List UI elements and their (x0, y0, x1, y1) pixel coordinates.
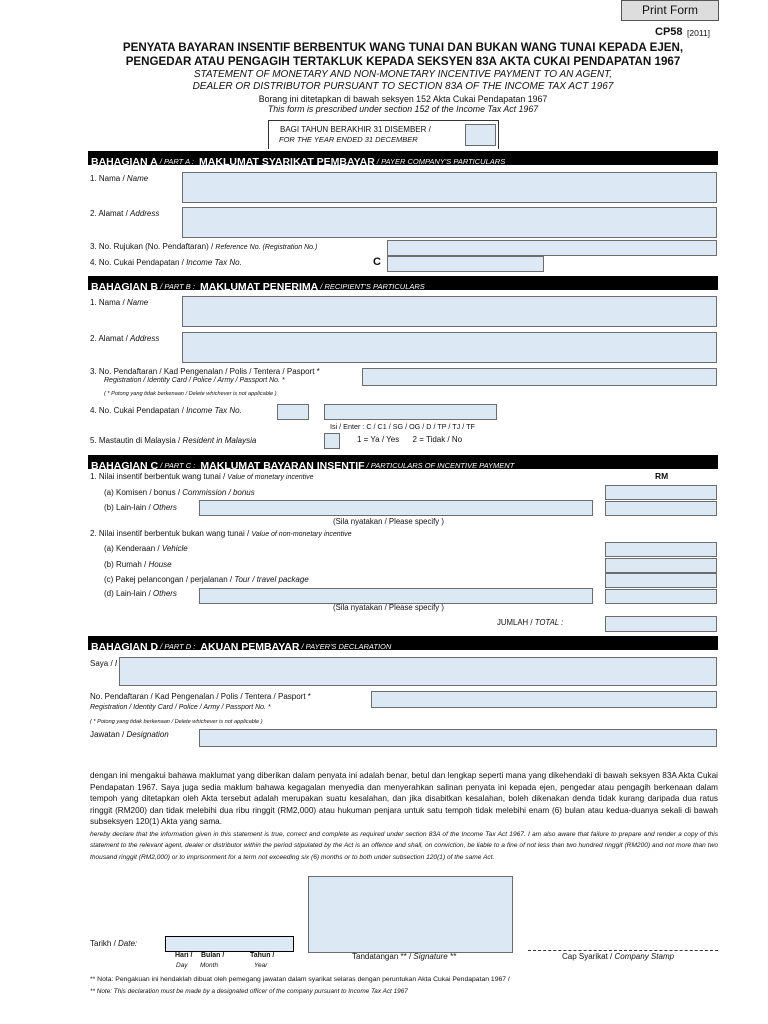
form-code: CP58 (655, 26, 683, 38)
saya-label: Saya / I (90, 659, 118, 668)
print-form-button[interactable]: Print Form (621, 0, 719, 21)
c-prefix: C (373, 256, 381, 268)
resident-field[interactable] (324, 433, 340, 449)
recipient-name-label: 1. Nama / Name (90, 298, 149, 307)
recipient-address-label: 2. Alamat / Address (90, 334, 160, 343)
date-label: Tarikh / Date: (90, 939, 138, 948)
payer-name-label: 1. Nama / Name (90, 174, 149, 183)
recipient-name-field[interactable] (182, 296, 717, 327)
title-en-2: DEALER OR DISTRIBUTOR PURSUANT TO SECTION 83A OF THE INCOME TAX ACT 1967 (192, 81, 614, 92)
house-label: (b) Rumah / House (104, 560, 172, 569)
signature-label: Tandatangan ** / Signature ** (352, 952, 457, 961)
declaration-ms: dengan ini mengakui bahawa maklumat yang diberikan dalam penyata ini adalah benar, betul dan lengkap seperti mana yang dikehendaki di bawah seksyen 83A Akta Cukai Pendapatan 1967. Saya juga sedia maklum bahawa kegagalan menyedia dan menyerahkan salinan penyata ini kepada ejen, pengedar atau pengagih berkenaan dalam tempoh yang ditetapkan oleh Akta tersebut adalah merupakan suatu kesalahan, dan jika disabitkan kesalahan, boleh dikenakan denda tidak kurang daripada dua ratus ringgit (RM200) dan tidak melebihi dua ribu ringgit (RM2,000) atau hukuman penjara untuk satu tempoh tidak melebihi enam (6) bulan atau kedua-duanya sekali di bawah subseksyen 120(1) Akta yang sama. (90, 771, 718, 827)
form-year: [2011] (687, 28, 711, 38)
year-label-en: FOR THE YEAR ENDED 31 DECEMBER (279, 135, 418, 144)
tax-code-options: Isi / Enter : C / C1 / SG / OG / D / TP / TJ / TF (330, 422, 475, 431)
total-amount-field[interactable] (605, 616, 717, 632)
payer-reference-label: 3. No. Rujukan (No. Pendaftaran) / Reference No. (Registration No.) (90, 242, 318, 251)
payer-address-label: 2. Alamat / Address (90, 209, 160, 218)
month-label-en: Month (200, 962, 219, 969)
other-noncash-description-field[interactable] (199, 588, 593, 604)
declarant-id-field[interactable] (371, 691, 717, 708)
recipient-delete-note: ( * Potong yang tidak berkenaan / Delete whichever is not applicable ) (104, 391, 277, 397)
cash-incentive-label: 1. Nilai insentif berbentuk wang tunai / Value of monetary incentive (90, 472, 314, 481)
declarant-delete-note: ( * Potong yang tidak berkenaan / Delete whichever is not applicable ) (90, 719, 263, 725)
declaration-en: hereby declare that the information given in this statement is true, correct and complete as required under section 83A of the Income Tax Act 1967. I am also aware that failure to prepare and render a copy of this statement to the relevant agent, dealer or distributor within the period stipulated by the Act is an offence and shall, on conviction, be liable to a fine of not less than two hundred ringgit (RM200) and not more than two thousand ringgit (RM2,000) or to imprisonment for a term not exceeding six (6) months or to both under subsection 120(1) of the same Act. (90, 831, 718, 861)
part-d-header: BAHAGIAN D / PART D : AKUAN PEMBAYAR / PAYER'S DECLARATION (88, 636, 718, 650)
note-ms: ** Nota: Pengakuan ini hendaklah dibuat oleh pemegang jawatan dalam syarikat selaras dengan peruntukan Akta Cukai Pendapatan 1967 / (90, 976, 510, 983)
other-cash-label: (b) Lain-lain / Others (104, 503, 177, 512)
other-cash-description-field[interactable] (199, 500, 593, 516)
part-b-header: BAHAGIAN B / PART B : MAKLUMAT PENERIMA / RECIPIENT'S PARTICULARS (88, 276, 718, 290)
recipient-id-label-en: Registration / Identity Card / Police / Army / Passport No. * (104, 377, 285, 384)
designation-field[interactable] (199, 729, 717, 747)
specify-note-1: (Sila nyatakan / Please specify ) (333, 517, 444, 526)
year-label-en: Year (254, 962, 268, 969)
vehicle-amount-field[interactable] (605, 542, 717, 557)
vehicle-label: (a) Kenderaan / Vehicle (104, 544, 188, 553)
other-cash-amount-field[interactable] (605, 501, 717, 516)
declarant-name-field[interactable] (119, 657, 717, 686)
rm-heading: RM (655, 471, 669, 481)
recipient-tax-label: 4. No. Cukai Pendapatan / Income Tax No. (90, 406, 242, 415)
stamp-line (528, 950, 718, 951)
note-en: ** Note: This declaration must be made by a designated officer of the company pursuant to Income Tax Act 1967 (90, 988, 408, 995)
other-noncash-label: (d) Lain-lain / Others (104, 589, 177, 598)
resident-label: 5. Mastautin di Malaysia / Resident in Malaysia (90, 436, 257, 445)
designation-label: Jawatan / Designation (90, 730, 169, 739)
payer-reference-field[interactable] (387, 240, 717, 256)
prescribed-en: This form is prescribed under section 152 of the Income Tax Act 1967 (267, 104, 539, 114)
declarant-id-label-en: Registration / Identity Card / Police / Army / Passport No. * (90, 704, 271, 711)
payer-tax-label: 4. No. Cukai Pendapatan / Income Tax No. (90, 258, 242, 267)
specify-note-2: (Sila nyatakan / Please specify ) (333, 603, 444, 612)
recipient-id-field[interactable] (362, 368, 717, 386)
day-label-en: Day (176, 962, 188, 969)
payer-name-field[interactable] (182, 172, 717, 203)
other-noncash-amount-field[interactable] (605, 589, 717, 604)
day-label: Hari / (175, 952, 193, 959)
recipient-tax-code-field[interactable] (277, 404, 309, 420)
year-label: Tahun / (250, 952, 275, 959)
noncash-incentive-label: 2. Nilai insentif berbentuk bukan wang tunai / Value of non-monetary incentive (90, 529, 352, 538)
year-label-ms: BAGI TAHUN BERAKHIR 31 DISEMBER / (280, 125, 431, 134)
part-c-header: BAHAGIAN C / PART C : MAKLUMAT BAYARAN INSENTIF / PARTICULARS OF INCENTIVE PAYMENT (88, 455, 718, 469)
tour-amount-field[interactable] (605, 573, 717, 588)
part-a-header: BAHAGIAN A / PART A : MAKLUMAT SYARIKAT PEMBAYAR / PAYER COMPANY'S PARTICULARS (88, 151, 718, 165)
total-label: JUMLAH / TOTAL : (497, 618, 564, 627)
title-ms-1: PENYATA BAYARAN INSENTIF BERBENTUK WANG TUNAI DAN BUKAN WANG TUNAI KEPADA EJEN, (122, 41, 684, 54)
tour-label: (c) Pakej pelancongan / perjalanan / Tour / travel package (104, 575, 309, 584)
signature-field[interactable] (308, 876, 513, 953)
recipient-tax-number-field[interactable] (324, 404, 497, 420)
stamp-label: Cap Syarikat / Company Stamp (562, 952, 675, 961)
prescribed-ms: Borang ini ditetapkan di bawah seksyen 152 Akta Cukai Pendapatan 1967 (258, 94, 548, 104)
recipient-id-label: 3. No. Pendaftaran / Kad Pengenalan / Polis / Tentera / Pasport * (90, 367, 320, 376)
title-en-1: STATEMENT OF MONETARY AND NON-MONETARY INCENTIVE PAYMENT TO AN AGENT, (193, 69, 613, 80)
year-ended-field[interactable] (465, 124, 496, 146)
resident-options: 1 = Ya / Yes 2 = Tidak / No (357, 435, 463, 444)
declarant-id-label: No. Pendaftaran / Kad Pengenalan / Polis / Tentera / Pasport * (90, 692, 311, 701)
title-ms-2: PENGEDAR ATAU PENGAGIH TERTAKLUK KEPADA SEKSYEN 83A AKTA CUKAI PENDAPATAN 1967 (125, 55, 681, 68)
payer-tax-field[interactable] (387, 256, 544, 272)
recipient-address-field[interactable] (182, 332, 717, 363)
payer-address-field[interactable] (182, 207, 717, 238)
commission-amount-field[interactable] (605, 485, 717, 500)
month-label: Bulan / (201, 952, 225, 959)
house-amount-field[interactable] (605, 558, 717, 573)
commission-label: (a) Komisen / bonus / Commission / bonus (104, 488, 255, 497)
date-field[interactable] (165, 936, 294, 952)
